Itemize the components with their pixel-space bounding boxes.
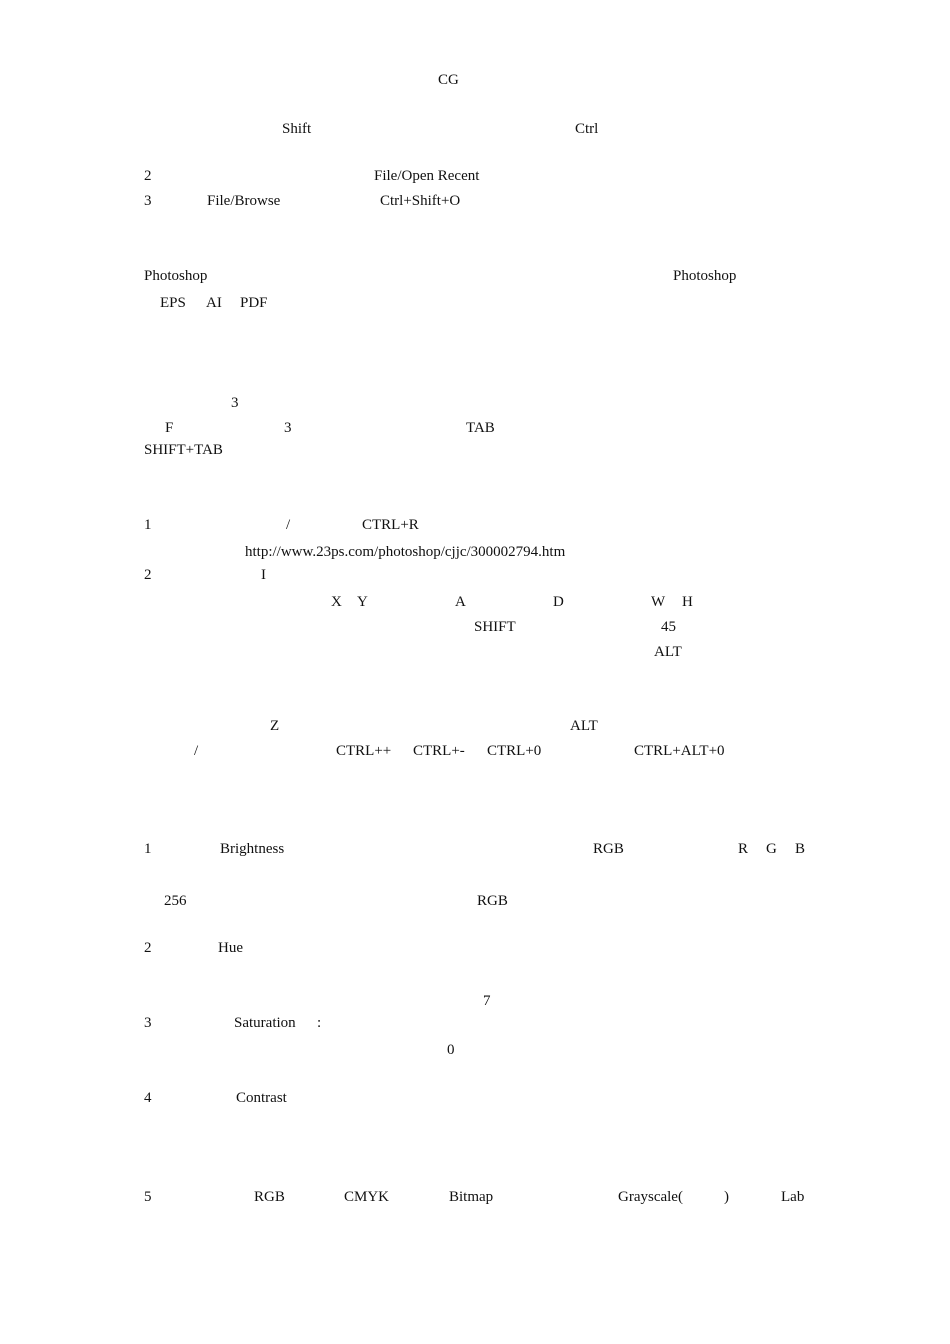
screen-mode-count: 3: [284, 420, 292, 436]
fit-screen-shortcut: CTRL+0: [487, 743, 542, 759]
item-number: 2: [144, 567, 152, 583]
slash-separator: /: [286, 517, 291, 533]
shift-key-label: SHIFT: [474, 619, 516, 635]
page-title: CG: [438, 72, 459, 88]
tab-key-label: TAB: [466, 420, 495, 436]
screen-mode-count: 3: [231, 395, 239, 411]
slash-separator: /: [194, 743, 199, 759]
contrast-term: Contrast: [236, 1090, 287, 1106]
mode-cmyk: CMYK: [344, 1189, 390, 1205]
mode-grayscale: Grayscale(: [618, 1189, 683, 1205]
item-number: 4: [144, 1090, 152, 1106]
zoom-in-shortcut: CTRL++: [336, 743, 392, 759]
shift-tab-key-label: SHIFT+TAB: [144, 442, 223, 458]
item-number: 2: [144, 940, 152, 956]
photoshop-label: Photoshop: [673, 268, 737, 284]
colon: :: [317, 1015, 322, 1031]
brightness-term: Brightness: [220, 841, 285, 857]
reference-url-link[interactable]: http://www.23ps.com/photoshop/cjjc/300002794.htm: [245, 544, 566, 560]
zero-value: 0: [447, 1042, 455, 1058]
i-key-label: I: [261, 567, 266, 583]
format-ai: AI: [206, 295, 222, 311]
x-label: X: [331, 594, 342, 610]
format-eps: EPS: [160, 295, 186, 311]
f-key-label: F: [165, 420, 174, 436]
item-number: 3: [144, 1015, 152, 1031]
mode-bitmap: Bitmap: [449, 1189, 494, 1205]
browse-menu-path: File/Browse: [207, 193, 281, 209]
alt-key-label: ALT: [570, 718, 598, 734]
hue-count: 7: [483, 993, 491, 1009]
browse-shortcut: Ctrl+Shift+O: [380, 193, 461, 209]
item-number: 2: [144, 168, 152, 184]
mode-lab: Lab: [781, 1189, 805, 1205]
item-number: 3: [144, 193, 152, 209]
item-number: 1: [144, 517, 152, 533]
levels-count: 256: [164, 893, 187, 909]
z-key-label: Z: [270, 718, 280, 734]
b-channel-label: B: [795, 841, 806, 857]
open-recent-menu-path: File/Open Recent: [374, 168, 480, 184]
close-paren: ): [724, 1189, 729, 1205]
hue-term: Hue: [218, 940, 243, 956]
r-channel-label: R: [738, 841, 749, 857]
distance-d-label: D: [553, 594, 564, 610]
rulers-shortcut: CTRL+R: [362, 517, 419, 533]
mode-rgb: RGB: [254, 1189, 285, 1205]
actual-pixels-shortcut: CTRL+ALT+0: [634, 743, 725, 759]
photoshop-label: Photoshop: [144, 268, 208, 284]
height-h-label: H: [682, 594, 693, 610]
angle-value: 45: [661, 619, 676, 635]
format-pdf: PDF: [240, 295, 268, 311]
ctrl-key-label: Ctrl: [575, 121, 599, 137]
width-w-label: W: [651, 594, 666, 610]
rgb-term: RGB: [593, 841, 624, 857]
rgb-term: RGB: [477, 893, 508, 909]
saturation-term: Saturation: [234, 1015, 296, 1031]
alt-key-label: ALT: [654, 644, 682, 660]
shift-key-label: Shift: [282, 121, 312, 137]
g-channel-label: G: [766, 841, 777, 857]
zoom-out-shortcut: CTRL+-: [413, 743, 465, 759]
y-label: Y: [357, 594, 368, 610]
angle-a-label: A: [455, 594, 466, 610]
item-number: 1: [144, 841, 152, 857]
item-number: 5: [144, 1189, 152, 1205]
